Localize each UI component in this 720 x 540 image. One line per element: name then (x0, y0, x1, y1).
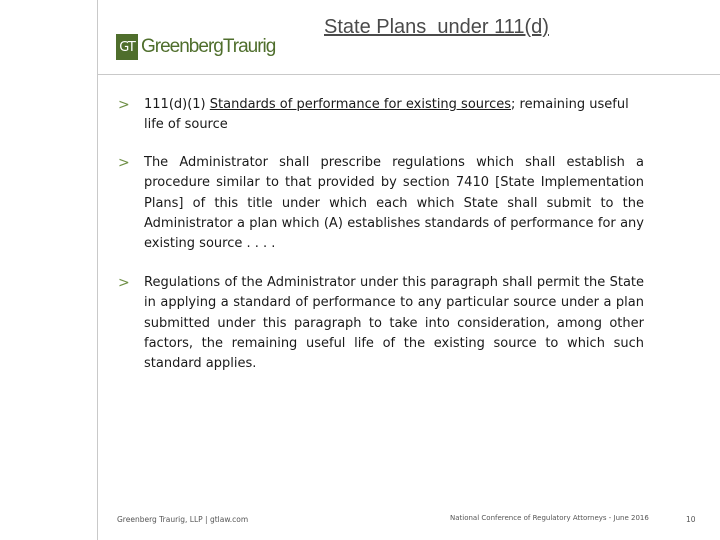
bullet-item (118, 153, 646, 254)
footer-firm: Greenberg Traurig, LLP | gtlaw.com (117, 515, 249, 524)
bullet-text: Regulations of the Administrator under this paragraph shall permit the State in applying a standard of performance to any particular source under a plan submitted under this paragraph to take into consideration, among other factors, the remaining useful life of the existing source to which such standard applies. (144, 275, 644, 372)
bullet-item (118, 95, 646, 136)
slide-title: State Plans under 111(d) (324, 16, 549, 38)
logo-name: GreenbergTraurig (141, 36, 276, 57)
page-number: 10 (686, 515, 696, 524)
bullet-text (144, 95, 644, 136)
chevron-icon: > (118, 97, 130, 113)
bullet-underlined: Standards of performance for existing sources (209, 97, 511, 112)
vertical-rule (97, 0, 98, 540)
bullet-rest: ; remaining useful life of source (144, 97, 629, 133)
footer-event: National Conference of Regulatory Attorneys - June 2016 (450, 514, 649, 522)
chevron-icon: > (118, 155, 130, 171)
chevron-icon: > (118, 275, 130, 291)
bullet-lead: 111(d)(1) (144, 97, 210, 112)
bullet-item (118, 273, 646, 374)
bullet-text: The Administrator shall prescribe regulations which shall establish a procedure similar to that provided by section 7410 [State Implementation Plans] of this title under which each which State shall submit to the Administrator a plan which (A) establishes standards of performance for any existing source . . . . (144, 155, 644, 252)
logo (116, 32, 275, 62)
logo-mark: GT (116, 34, 138, 60)
header-rule (97, 74, 720, 75)
